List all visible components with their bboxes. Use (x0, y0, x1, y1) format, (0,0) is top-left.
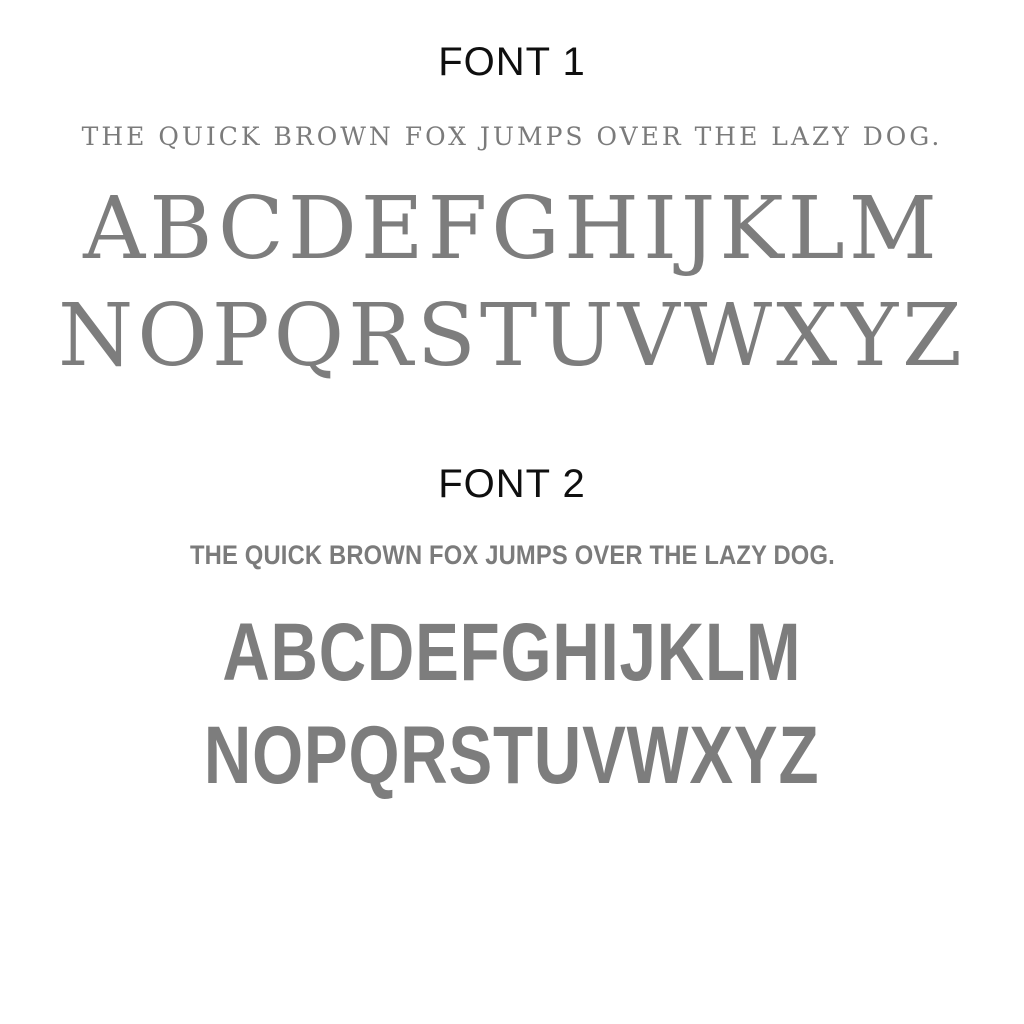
font-2-alphabet-row-2: NOPQRSTUVWXYZ (204, 709, 820, 801)
font-1-alphabet-row-2: NOPQRSTUVWXYZ (58, 286, 966, 387)
font-1-pangram: THE QUICK BROWN FOX JUMPS OVER THE LAZY DOG. (81, 122, 943, 151)
font-2-pangram: THE QUICK BROWN FOX JUMPS OVER THE LAZY DOG. (189, 539, 835, 570)
font-2-heading: FONT 2 (438, 461, 586, 506)
font-1-block (0, 40, 1024, 388)
font-2-block (0, 462, 1024, 805)
font-1-heading: FONT 1 (438, 40, 586, 84)
font-2-alphabet-row-1: ABCDEFGHIJKLM (222, 606, 802, 698)
font-1-alphabet-row-1: ABCDEFGHIJKLM (83, 179, 941, 279)
